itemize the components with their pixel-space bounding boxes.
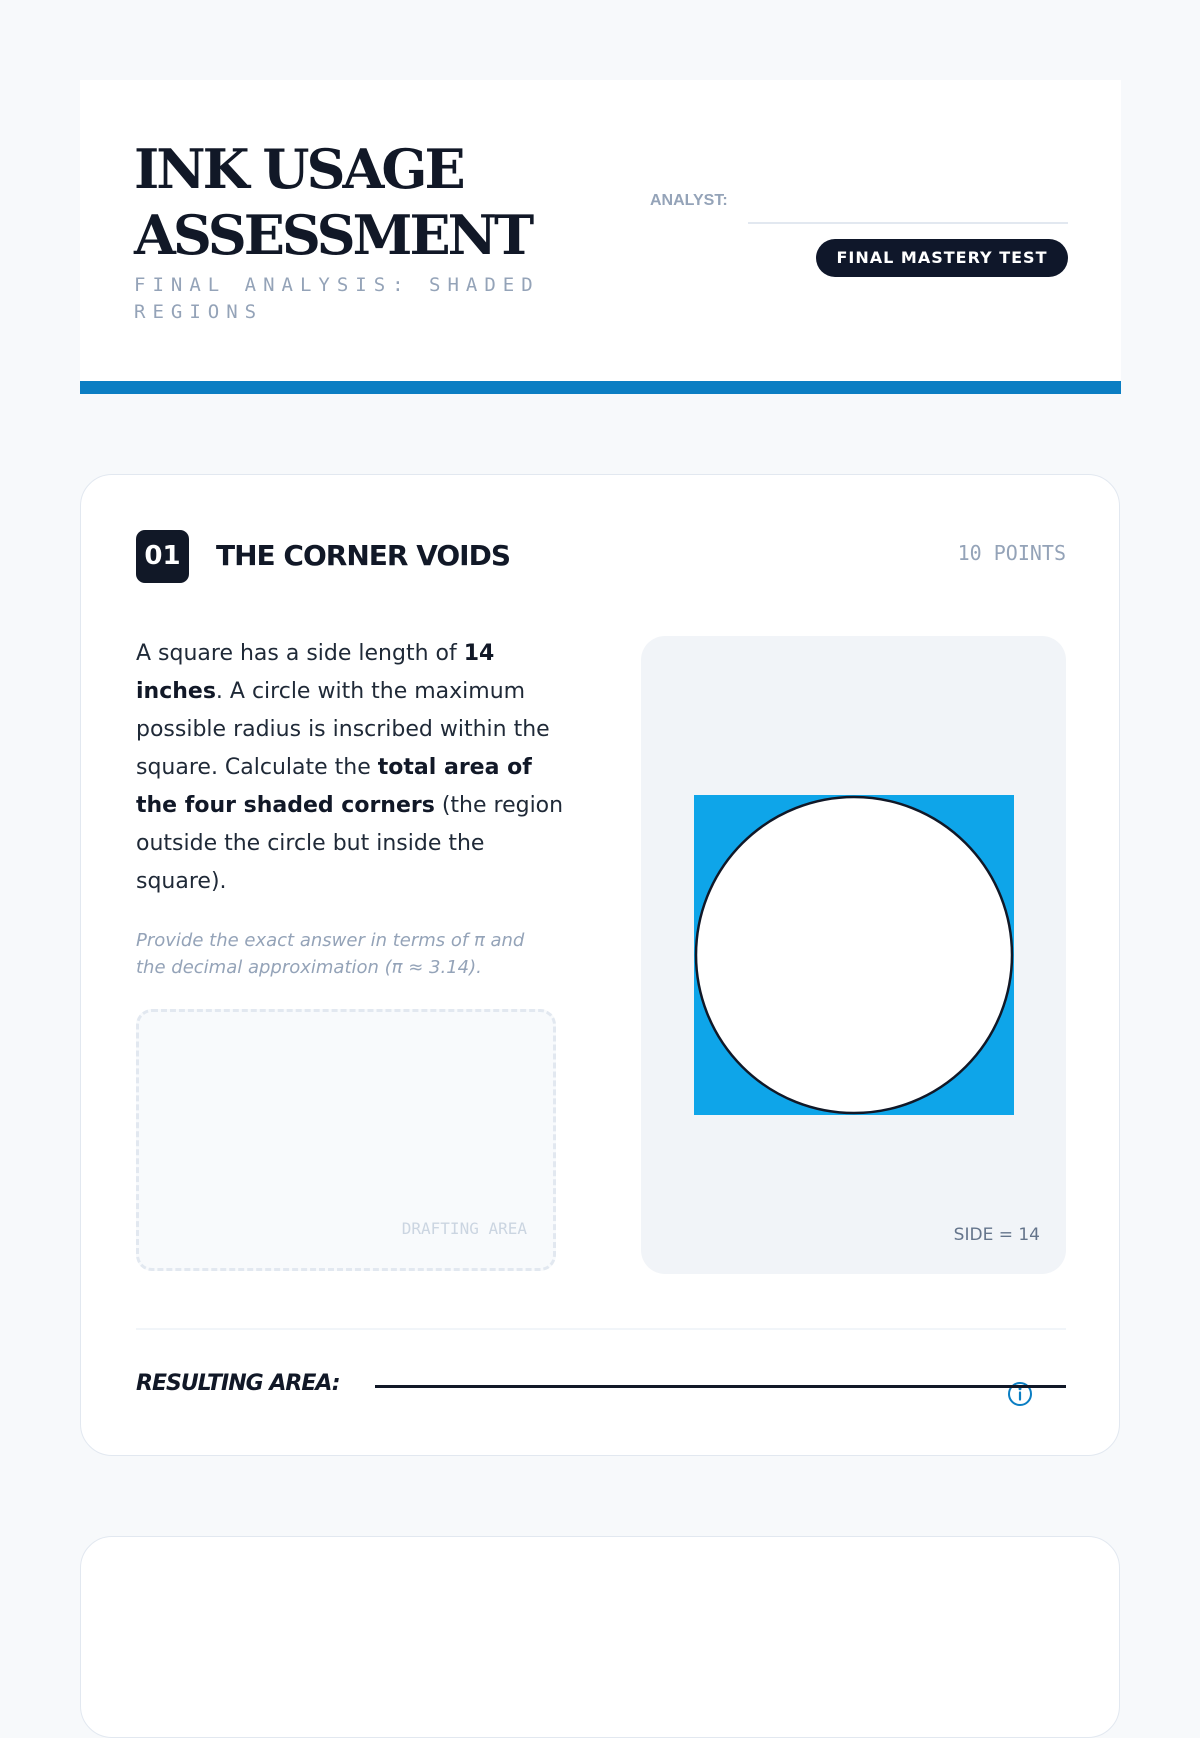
answer-instructions: Provide the exact answer in terms of π and the decimal approximation (π ≈ 3.14). [136, 930, 525, 978]
figure-panel [641, 636, 1066, 1274]
question-number: 01 [136, 530, 189, 583]
result-label: RESULTING AREA: [136, 1371, 340, 1396]
analyst-label: ANALYST: [650, 192, 728, 209]
page-title [134, 136, 531, 268]
analyst-field[interactable] [748, 222, 1068, 224]
title-line-2: ASSESSMENT [134, 203, 532, 267]
question-card [80, 474, 1120, 1456]
question-points: 10 POINTS [957, 541, 1066, 565]
question-text-emphasis: total area of the four shaded corners [136, 755, 532, 818]
header-accent-bar [80, 381, 1121, 394]
square-circle-diagram [694, 795, 1014, 1115]
inscribed-circle [696, 797, 1012, 1113]
question-text [136, 635, 576, 901]
header-card [80, 80, 1121, 394]
next-question-card [80, 1536, 1120, 1738]
page-subtitle: FINAL ANALYSIS: SHADED REGIONS [134, 274, 540, 323]
question-title: THE CORNER VOIDS [216, 539, 510, 572]
figure-caption-text: SIDE = 14 [953, 1225, 1040, 1245]
question-text-emphasis: 14 inches [136, 641, 495, 704]
question-text-part: A square has a side length of [136, 641, 464, 666]
question-text-part: . A circle with the maximum possible radius is inscribed within the square. Calculate the [136, 679, 550, 780]
title-line-1: INK USAGE [134, 137, 463, 201]
result-answer-field[interactable] [375, 1385, 1066, 1388]
drafting-area-label: DRAFTING AREA [401, 1219, 527, 1238]
question-text-part: (the region outside the circle but inside the square). [136, 793, 564, 894]
drafting-area[interactable] [136, 1009, 556, 1271]
test-badge: FINAL MASTERY TEST [816, 239, 1068, 277]
figure-caption [954, 1222, 1040, 1248]
section-divider [136, 1328, 1066, 1330]
